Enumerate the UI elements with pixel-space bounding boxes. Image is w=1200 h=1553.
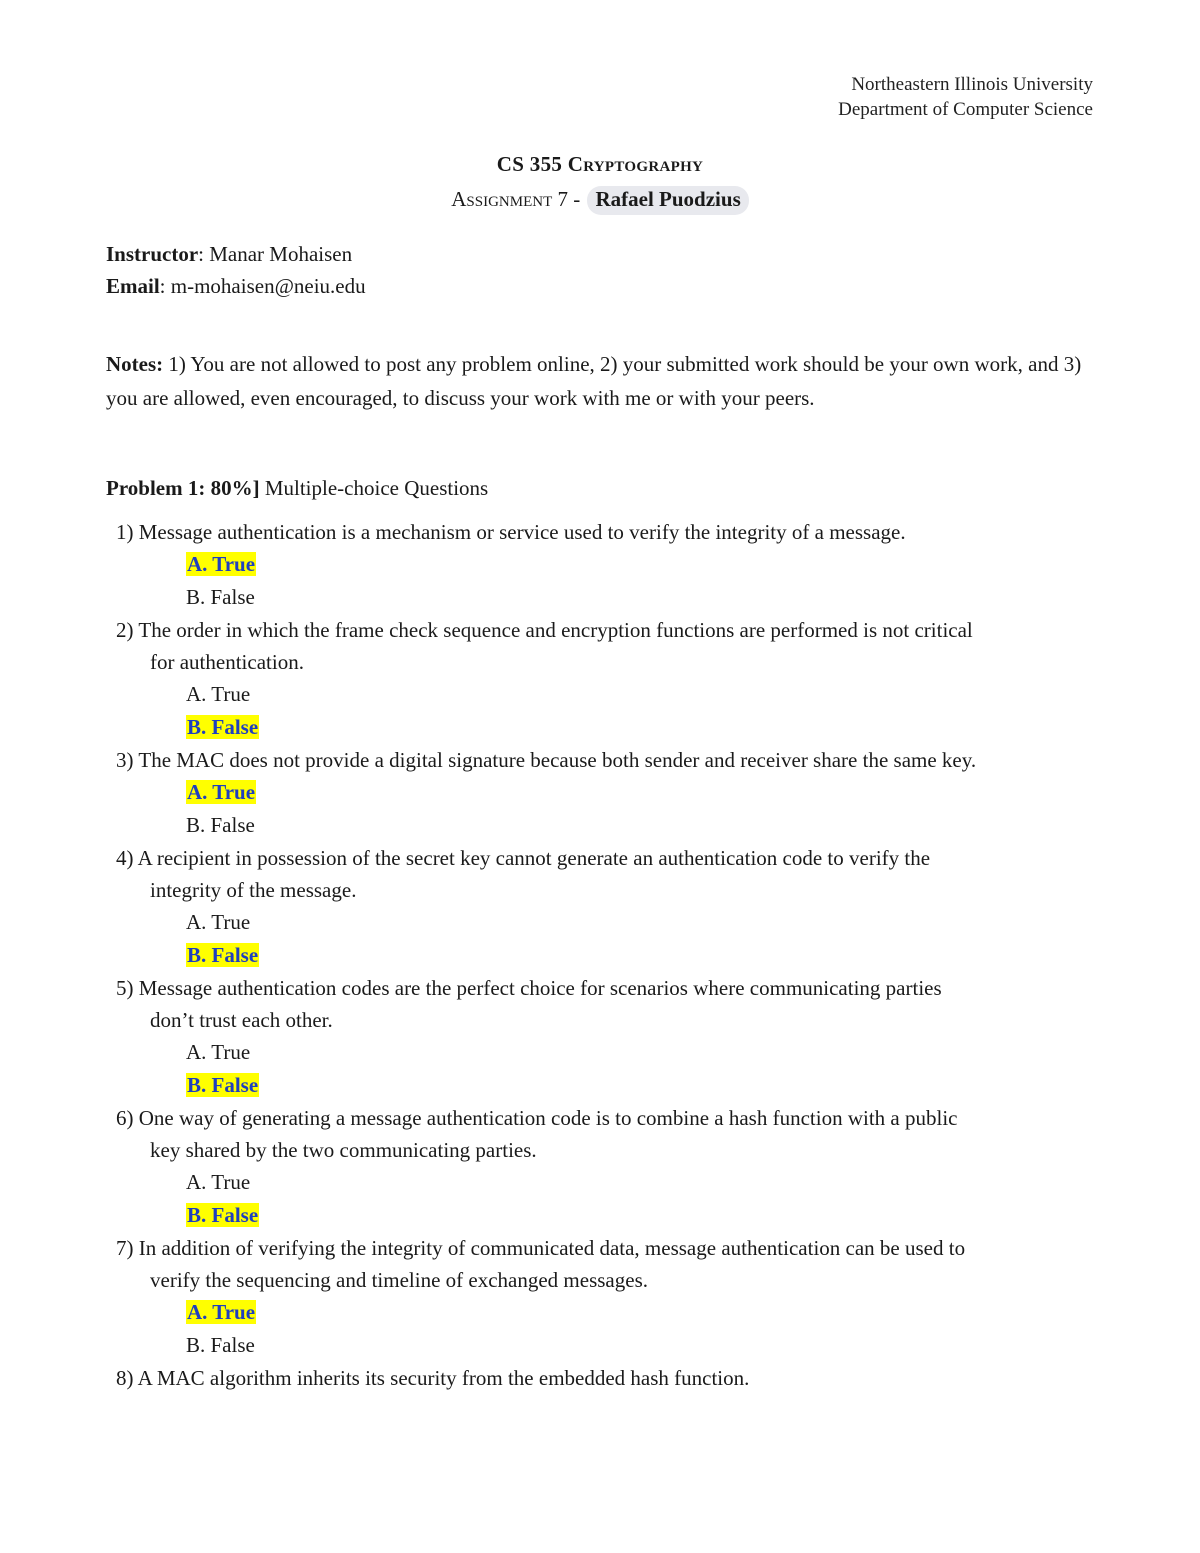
instructor-line (106, 238, 352, 270)
question-line: 1) Message authentication is a mechanism or service used to verify the integrity of a message. (116, 520, 906, 544)
option-label: A. True (186, 1040, 251, 1064)
option-label: A. True (187, 1300, 256, 1324)
question-6 (116, 1102, 1106, 1232)
option-a (186, 906, 1106, 939)
question-text (116, 614, 1106, 678)
question-text (116, 516, 1106, 548)
notes-label: Notes: (106, 352, 164, 376)
option-b (186, 581, 1106, 614)
question-text (116, 842, 1106, 906)
option-a (186, 678, 1106, 711)
question-line: 8) A MAC algorithm inherits its security from the embedded hash function. (116, 1366, 750, 1390)
problem-heading (106, 472, 488, 504)
question-line: 4) A recipient in possession of the secret key cannot generate an authentication code to verify the (116, 846, 931, 870)
department-name: Department of Computer Science (838, 99, 1093, 120)
problem-label: Problem 1: 80%] (106, 476, 260, 500)
university-name: Northeastern Illinois University (851, 74, 1093, 95)
instructor-label: Instructor (106, 242, 199, 266)
question-line-continued: for authentication. (150, 650, 304, 674)
question-1 (116, 516, 1106, 614)
option-b (186, 711, 1106, 744)
option-label: B. False (187, 715, 259, 739)
option-label: B. False (186, 1333, 255, 1357)
option-label: A. True (186, 910, 251, 934)
option-label: A. True (187, 552, 256, 576)
question-8 (116, 1362, 1106, 1394)
option-label: A. True (186, 682, 251, 706)
option-a (186, 1166, 1106, 1199)
question-2 (116, 614, 1106, 744)
question-line-continued: verify the sequencing and timeline of exchanged messages. (150, 1268, 648, 1292)
student-name-badge: Rafael Puodzius (587, 186, 748, 215)
question-line: 7) In addition of verifying the integrity of communicated data, message authentication can be used to (116, 1236, 966, 1260)
question-list (116, 516, 1106, 1394)
notes-text: 1) You are not allowed to post any problem online, 2) your submitted work should be your own work, and 3) you are allowed, even encouraged, to discuss your work with me or with your peers. (106, 352, 1082, 410)
question-line-continued: don’t trust each other. (150, 1008, 333, 1032)
option-label: B. False (187, 1073, 259, 1097)
option-a (186, 1036, 1106, 1069)
option-label: B. False (187, 943, 259, 967)
problem-title: Multiple-choice Questions (259, 476, 489, 500)
email-line (106, 270, 366, 302)
question-text (116, 744, 1106, 776)
notes-paragraph (106, 347, 1096, 415)
option-b (186, 1069, 1106, 1102)
question-7 (116, 1232, 1106, 1362)
question-text (116, 1102, 1106, 1166)
option-b (186, 939, 1106, 972)
option-label: A. True (186, 1170, 251, 1194)
question-line-continued: integrity of the message. (150, 878, 357, 902)
assignment-label: Assignment 7 - (451, 187, 581, 211)
question-4 (116, 842, 1106, 972)
option-b (186, 1199, 1106, 1232)
question-5 (116, 972, 1106, 1102)
email-value: : m-mohaisen@neiu.edu (159, 274, 366, 298)
option-a (186, 548, 1106, 581)
question-line: 3) The MAC does not provide a digital signature because both sender and receiver share the same key. (116, 748, 977, 772)
question-text (116, 1232, 1106, 1296)
question-text (116, 1362, 1106, 1394)
question-line-continued: key shared by the two communicating parties. (150, 1138, 537, 1162)
question-line: 5) Message authentication codes are the perfect choice for scenarios where communicating parties (116, 976, 942, 1000)
question-line: 6) One way of generating a message authentication code is to combine a hash function with a public (116, 1106, 958, 1130)
course-title: CS 355 Cryptography (496, 152, 704, 176)
option-label: B. False (187, 1203, 259, 1227)
question-3 (116, 744, 1106, 842)
option-b (186, 1329, 1106, 1362)
assignment-title (0, 186, 1200, 215)
institution-header (838, 72, 1093, 122)
option-a (186, 776, 1106, 809)
question-line: 2) The order in which the frame check sequence and encryption functions are performed is not critical (116, 618, 973, 642)
option-a (186, 1296, 1106, 1329)
question-text (116, 972, 1106, 1036)
option-label: B. False (186, 585, 255, 609)
option-label: B. False (186, 813, 255, 837)
email-label: Email (106, 274, 160, 298)
option-label: A. True (187, 780, 256, 804)
instructor-name: : Manar Mohaisen (198, 242, 353, 266)
option-b (186, 809, 1106, 842)
